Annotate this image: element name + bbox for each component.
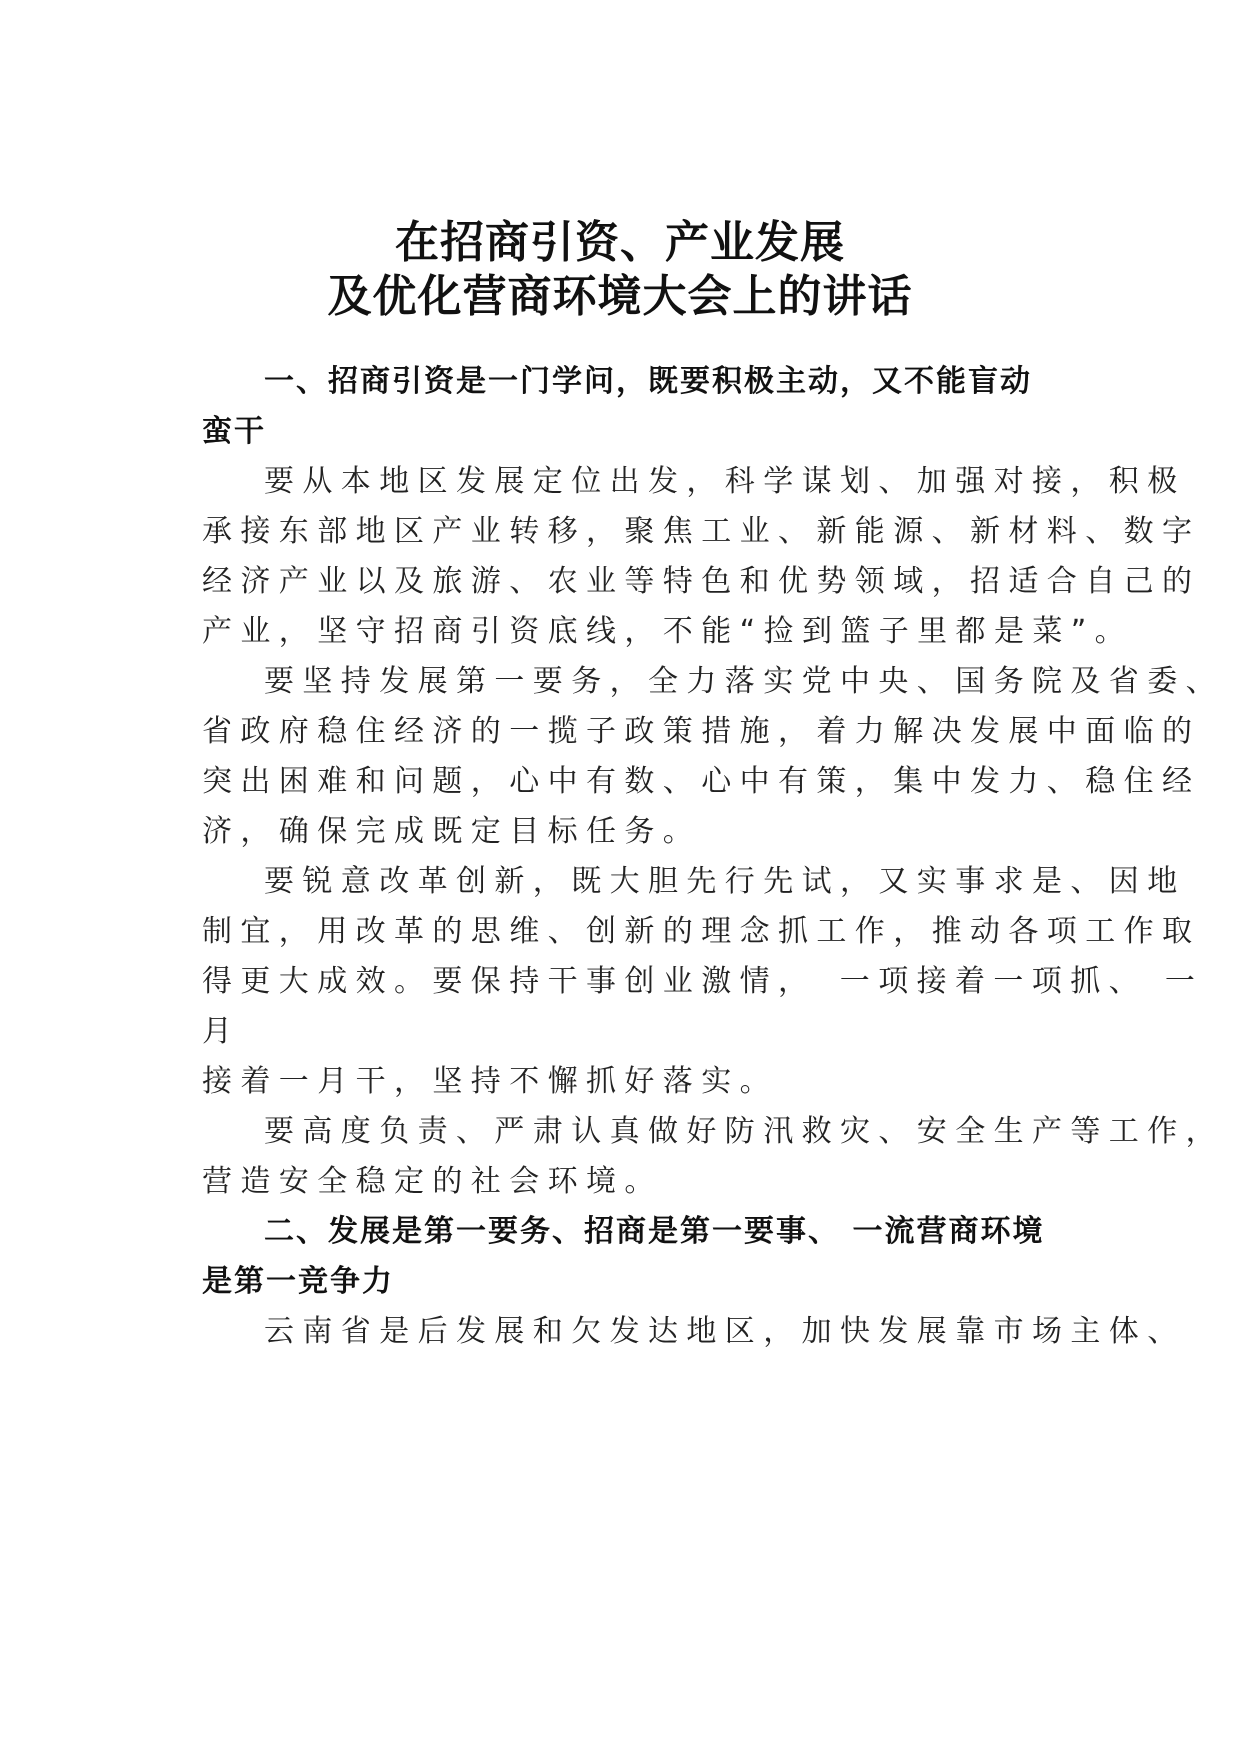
document-title-line-2: 及优化营商环境大会上的讲话 xyxy=(327,271,913,322)
paragraph-line: 突出困难和问题，心中有数、心中有策，集中发力、稳住经 xyxy=(202,764,1201,799)
section-heading-line: 是第一竞争力 xyxy=(202,1264,394,1299)
paragraph-line: 经济产业以及旅游、农业等特色和优势领域，招适合自己的 xyxy=(202,564,1201,599)
section-heading-line: 一、招商引资是一门学问，既要积极主动，又不能盲动 xyxy=(264,364,1032,399)
paragraph-line: 要坚持发展第一要务，全力落实党中央、国务院及省委、 xyxy=(264,664,1224,699)
paragraph-line: 产业，坚守招商引资底线，不能“捡到篮子里都是菜”。 xyxy=(202,614,1134,649)
paragraph-line: 云南省是后发展和欠发达地区，加快发展靠市场主体、 xyxy=(264,1314,1186,1349)
paragraph-line: 得更大成效。要保持干事创业激情， 一项接着一项抓、 一 xyxy=(202,964,1204,999)
section-heading-line: 蛮干 xyxy=(202,414,266,449)
paragraph-line: 制宜，用改革的思维、创新的理念抓工作，推动各项工作取 xyxy=(202,914,1201,949)
paragraph-line: 承接东部地区产业转移，聚焦工业、新能源、新材料、数字 xyxy=(202,514,1201,549)
paragraph-line: 接着一月干，坚持不懈抓好落实。 xyxy=(202,1064,778,1099)
paragraph-line: 济，确保完成既定目标任务。 xyxy=(202,814,702,849)
paragraph-line: 要高度负责、严肃认真做好防汛救灾、安全生产等工作， xyxy=(264,1114,1224,1149)
document-title-line-1: 在招商引资、产业发展 xyxy=(395,217,845,268)
paragraph-line: 省政府稳住经济的一揽子政策措施，着力解决发展中面临的 xyxy=(202,714,1201,749)
paragraph-line: 要从本地区发展定位出发，科学谋划、加强对接，积极 xyxy=(264,464,1186,499)
paragraph-line: 要锐意改革创新，既大胆先行先试，又实事求是、因地 xyxy=(264,864,1186,899)
section-heading-line: 二、发展是第一要务、招商是第一要事、 一流营商环境 xyxy=(264,1214,1045,1249)
paragraph-line: 营造安全稳定的社会环境。 xyxy=(202,1164,663,1199)
paragraph-line: 月 xyxy=(202,1014,241,1049)
